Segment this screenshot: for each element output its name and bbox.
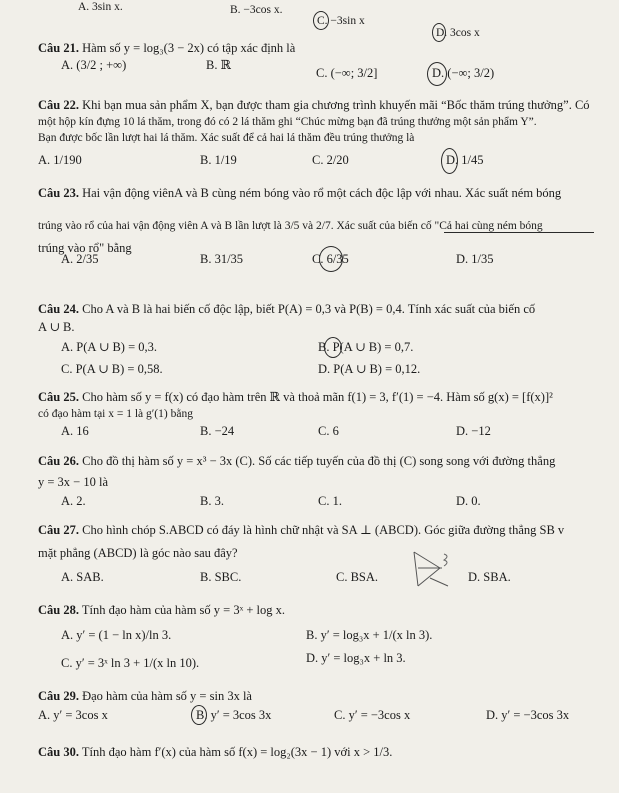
question-number: Câu 22. xyxy=(38,98,79,112)
question-24 xyxy=(38,302,535,316)
q22-option-b: B. 1/19 xyxy=(200,153,237,167)
question-number: Câu 26. xyxy=(38,454,79,468)
pen-circle-mark xyxy=(441,148,458,174)
question-text: Hai vận động viênA và B cùng ném bóng vào rổ một cách độc lập với nhau. Xác suất ném bóng xyxy=(82,186,562,200)
q23-option-a: A. 2/35 xyxy=(61,252,99,266)
q29-option-d: D. y′ = −3cos 3x xyxy=(486,708,570,722)
question-text: Cho A và B là hai biến cố độc lập, biết P(A) = 0,3 và P(B) = 0,4. Tính xác suất của biến cố xyxy=(82,302,536,316)
question-27 xyxy=(38,523,564,537)
question-text: có đạo hàm tại x = 1 là g′(1) bằng xyxy=(38,408,193,420)
q24-option-a: A. P(A ∪ B) = 0,3. xyxy=(61,340,158,354)
q22-option-a: A. 1/190 xyxy=(38,153,82,167)
q28-option-d: D. y′ = log₃x + ln 3. xyxy=(306,651,406,665)
q25-option-b: B. −24 xyxy=(200,424,235,438)
question-22 xyxy=(38,98,590,112)
q25-option-c: C. 6 xyxy=(318,424,339,438)
pen-circle-mark xyxy=(319,246,343,272)
question-text: A ∪ B. xyxy=(38,320,75,334)
question-text: Đạo hàm của hàm số y = sin 3x là xyxy=(82,689,252,703)
q29-option-a: A. y′ = 3cos x xyxy=(38,708,108,722)
pen-circle-mark xyxy=(432,23,446,42)
question-23 xyxy=(38,186,561,200)
q29-option-c: C. y′ = −3cos x xyxy=(334,708,411,722)
q22-option-d: D. 1/45 xyxy=(446,153,484,167)
question-number: Câu 28. xyxy=(38,603,79,617)
q25-option-d: D. −12 xyxy=(456,424,491,438)
q23-option-d: D. 1/35 xyxy=(456,252,494,266)
question-26 xyxy=(38,454,555,468)
q23-option-c: C. 6/35 xyxy=(312,252,349,266)
question-number: Câu 24. xyxy=(38,302,79,316)
question-number: Câu 25. xyxy=(38,390,79,404)
question-text: Bạn được bốc lần lượt hai lá thăm. Xác suất để cả hai lá thăm đều trúng thưởng là xyxy=(38,132,415,144)
q27-option-d: D. SBA. xyxy=(468,570,511,584)
question-text: Cho hình chóp S.ABCD có đáy là hình chữ nhật và SA ⊥ (ABCD). Góc giữa đường thẳng SB v xyxy=(82,523,565,537)
q25-option-a: A. 16 xyxy=(61,424,89,438)
question-text: trúng vào rổ của hai vận động viên A và B lần lượt là 3/5 và 2/7. Xác suất của biến cố "Cả hai cùng ném bóng xyxy=(38,220,543,232)
pen-circle-mark xyxy=(427,62,447,86)
q29-option-b: B. y′ = 3cos 3x xyxy=(196,708,272,722)
q23-option-b: B. 31/35 xyxy=(200,252,244,266)
question-29 xyxy=(38,689,252,703)
q21-option-d: D. (−∞; 3/2) xyxy=(432,66,495,80)
pen-circle-mark xyxy=(313,11,329,30)
q26-option-a: A. 2. xyxy=(61,494,86,508)
q27-option-a: A. SAB. xyxy=(61,570,104,584)
question-number: Câu 29. xyxy=(38,689,79,703)
question-25 xyxy=(38,390,553,404)
q20-option-b: B. −3cos x. xyxy=(230,4,283,16)
question-text: Tính đạo hàm f′(x) của hàm số f(x) = log₂(3x − 1) với x > 1/3. xyxy=(81,745,393,759)
q26-option-c: C. 1. xyxy=(318,494,342,508)
pen-circle-mark xyxy=(324,337,342,358)
question-number: Câu 21. xyxy=(38,41,79,55)
q27-option-c: C. BSA. xyxy=(336,570,379,584)
q28-option-a: A. y′ = (1 − ln x)/ln 3. xyxy=(61,628,172,642)
q21-option-b: B. ℝ xyxy=(206,58,231,72)
q21-option-a: A. (3/2 ; +∞) xyxy=(61,58,127,72)
question-text: Tính đạo hàm của hàm số y = 3ˣ + log x. xyxy=(81,603,285,617)
question-number: Câu 30. xyxy=(38,745,79,759)
hand-sketch-pyramid xyxy=(400,548,460,590)
q20-option-d: D. 3cos x xyxy=(436,27,480,39)
question-text: Hàm số y = log₃(3 − 2x) có tập xác định là xyxy=(82,41,296,55)
question-number: Câu 27. xyxy=(38,523,79,537)
q24-option-b: B. P(A ∪ B) = 0,7. xyxy=(318,340,414,354)
q28-option-b: B. y′ = log₃x + 1/(x ln 3). xyxy=(306,628,433,642)
q20-option-a: A. 3sin x. xyxy=(78,1,123,13)
question-text: trúng vào rổ" bằng xyxy=(38,241,132,255)
q26-option-b: B. 3. xyxy=(200,494,224,508)
question-21 xyxy=(38,41,295,55)
pen-circle-mark xyxy=(191,705,207,725)
q21-option-c: C. (−∞; 3/2] xyxy=(316,66,378,80)
question-number: Câu 23. xyxy=(38,186,79,200)
pen-underline-mark xyxy=(444,232,594,233)
question-text: mặt phẳng (ABCD) là góc nào sau đây? xyxy=(38,546,238,560)
question-text: một hộp kín đựng 10 lá thăm, trong đó có 2 lá thăm ghi “Chúc mừng bạn đã trúng thưởng một sản phẩm Y”. xyxy=(38,116,537,128)
question-28 xyxy=(38,603,285,617)
question-text: y = 3x − 10 là xyxy=(38,475,108,489)
question-text: Cho hàm số y = f(x) có đạo hàm trên ℝ và thoả mãn f(1) = 3, f′(1) = −4. Hàm số g(x) = [f(x)]² xyxy=(82,390,553,404)
q26-option-d: D. 0. xyxy=(456,494,481,508)
q20-option-c: C. −3sin x xyxy=(317,15,365,27)
question-text: Khi bạn mua sản phẩm X, bạn được tham gia chương trình khuyến mãi “Bốc thăm trúng thưởng”. Có xyxy=(82,98,590,112)
q24-option-c: C. P(A ∪ B) = 0,58. xyxy=(61,362,163,376)
q22-option-c: C. 2/20 xyxy=(312,153,349,167)
q27-option-b: B. SBC. xyxy=(200,570,242,584)
question-text: Cho đồ thị hàm số y = x³ − 3x (C). Số các tiếp tuyến của đồ thị (C) song song với đường thẳng xyxy=(82,454,556,468)
q24-option-d: D. P(A ∪ B) = 0,12. xyxy=(318,362,421,376)
q28-option-c: C. y′ = 3ˣ ln 3 + 1/(x ln 10). xyxy=(61,656,200,670)
question-30 xyxy=(38,745,392,759)
